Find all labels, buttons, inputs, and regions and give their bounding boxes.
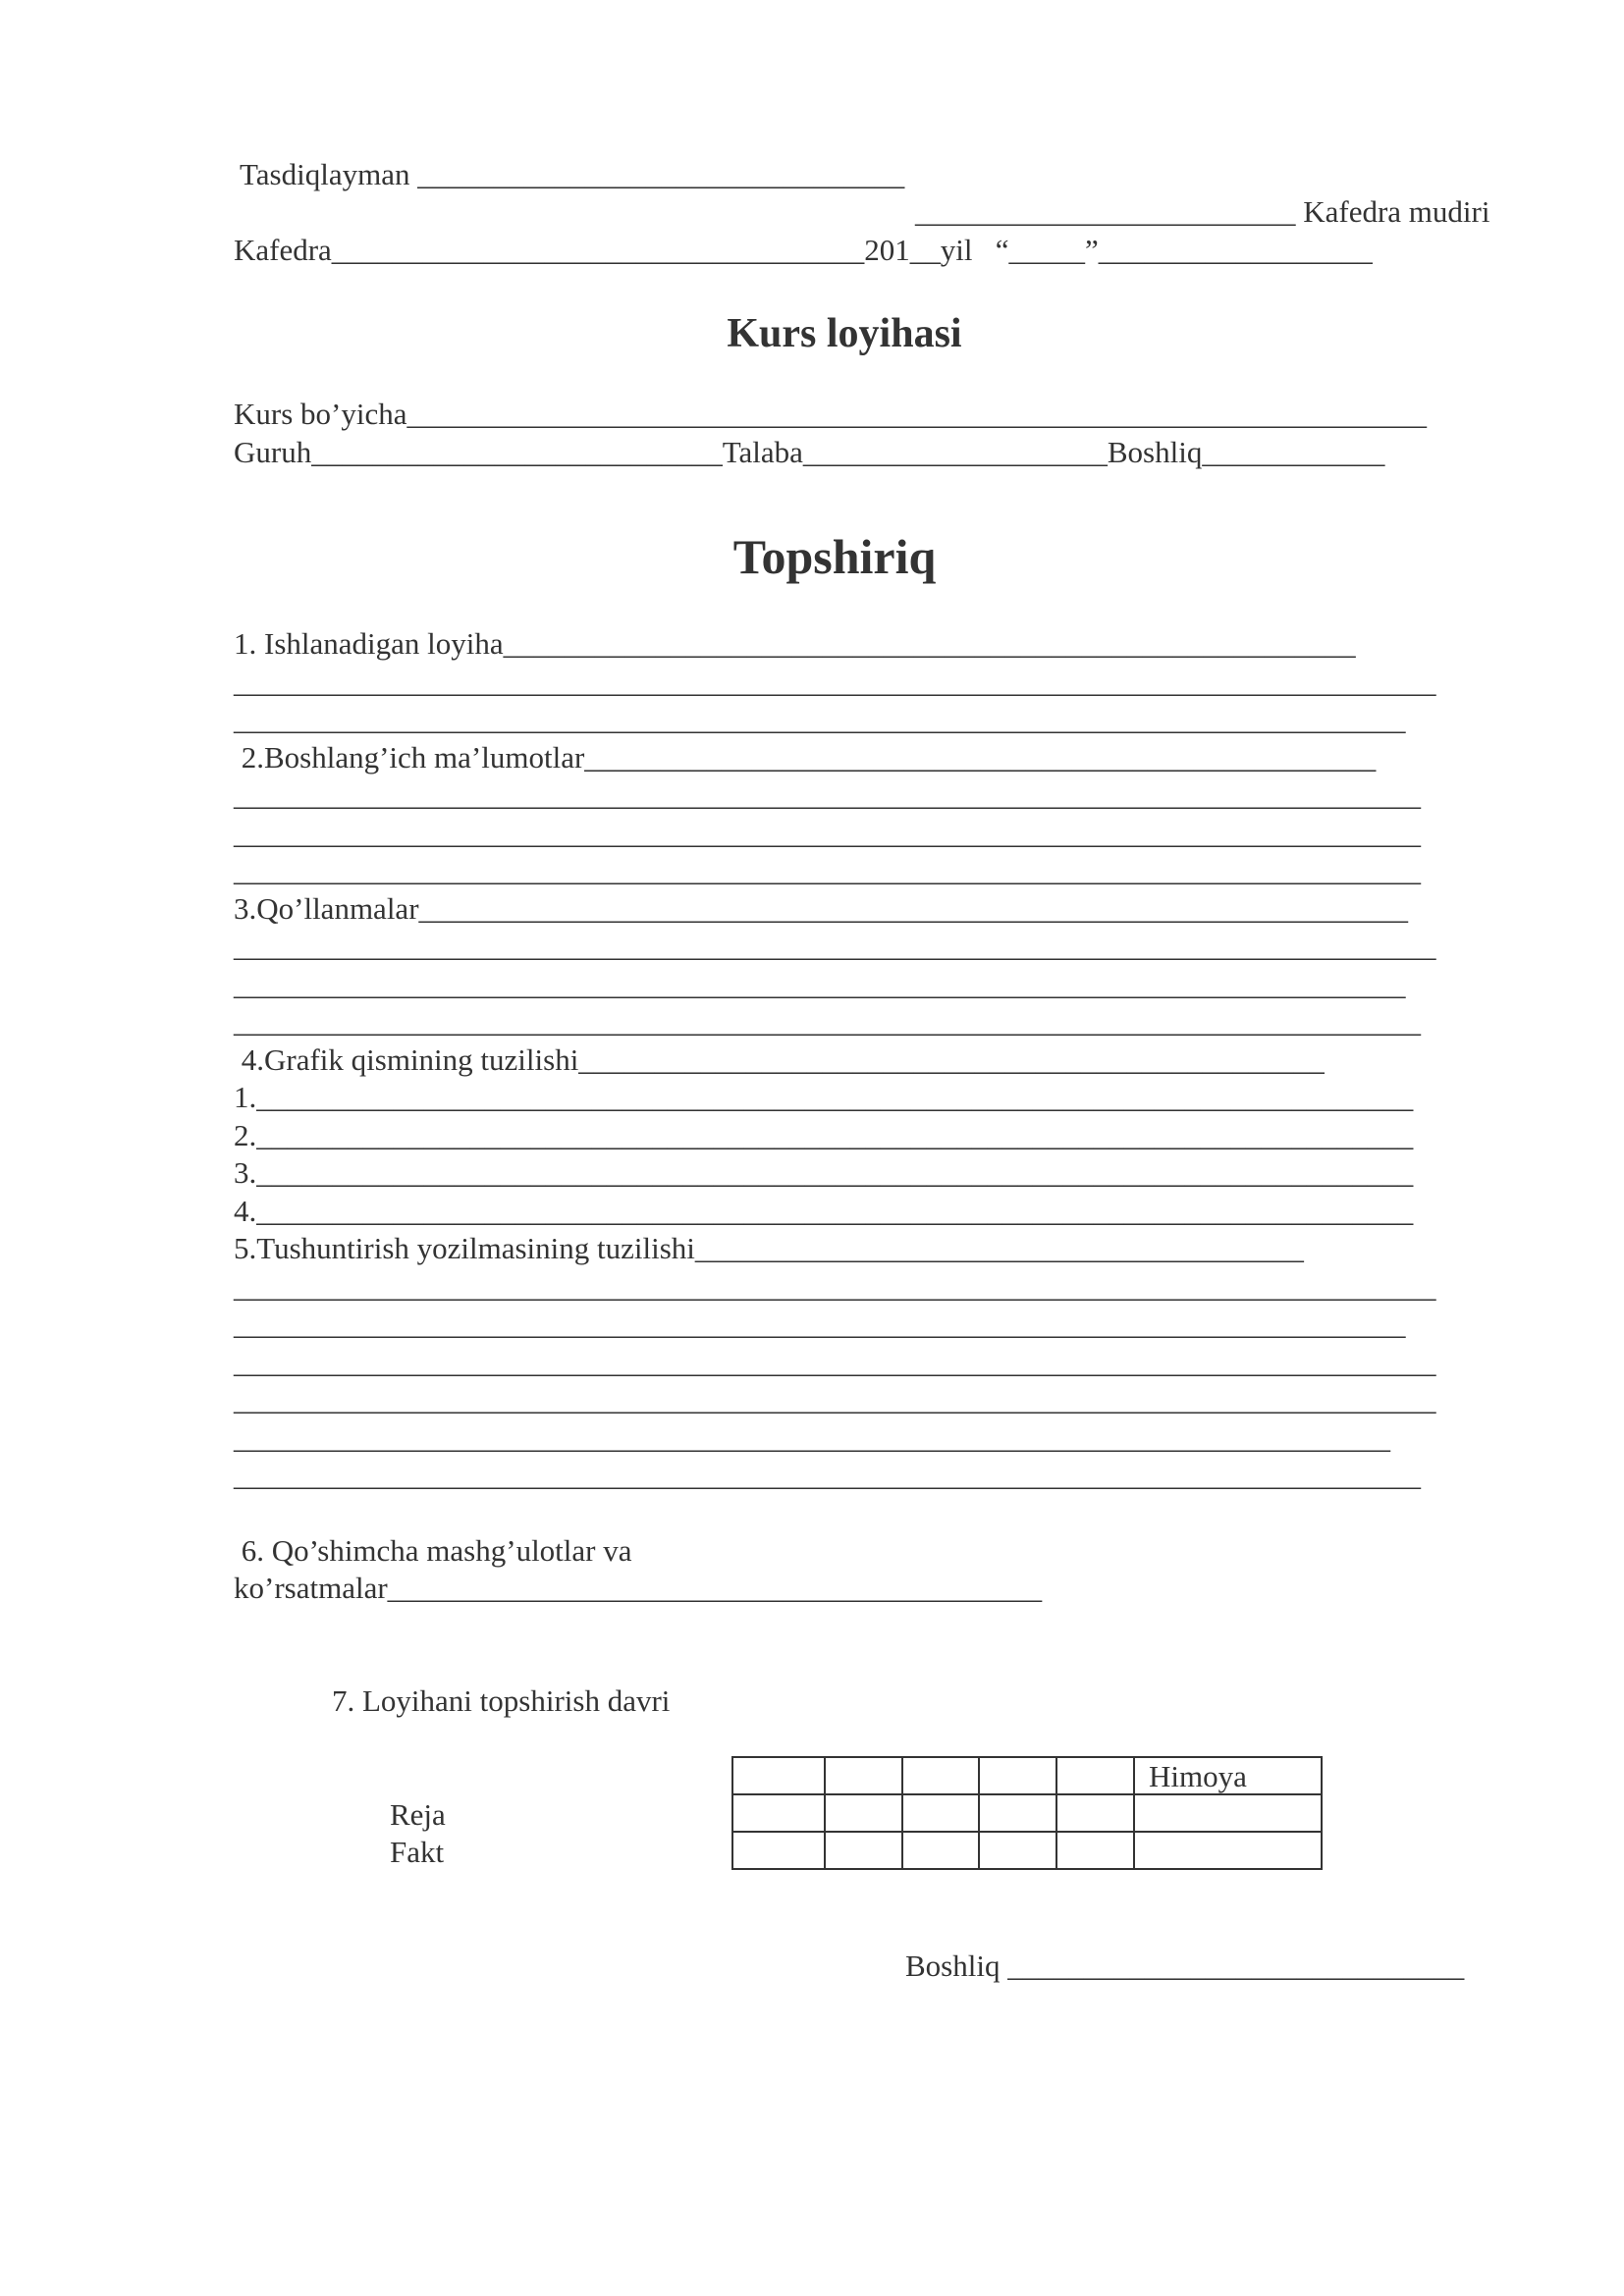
table-cell — [902, 1832, 979, 1869]
table-cell — [979, 1757, 1056, 1794]
table-cell — [732, 1832, 825, 1869]
form-line: 3.____________________________________________________________________________ — [234, 1155, 1414, 1190]
form-line: 1. Ishlanadigan loyiha________________________________________________________ — [234, 626, 1356, 661]
group-student-line: Guruh___________________________Talaba____________________Boshliq____________ — [234, 435, 1385, 469]
form-line: _____________________________________________________________________________ — [234, 702, 1406, 736]
table-cell — [825, 1832, 902, 1869]
page-title: Kurs loyihasi — [727, 311, 962, 356]
table-row — [732, 1757, 1322, 1794]
table-cell — [1134, 1794, 1322, 1832]
table-cell — [1056, 1832, 1134, 1869]
form-line: 2.Boshlang’ich ma’lumotlar____________________________________________________ — [234, 740, 1377, 774]
fact-label: Fakt — [390, 1835, 445, 1869]
form-line: 1.____________________________________________________________________________ — [234, 1080, 1414, 1114]
table-cell — [902, 1794, 979, 1832]
department-date-line: Kafedra___________________________________201__yil “_____”__________________ — [234, 233, 1373, 267]
form-line: ______________________________________________________________________________ — [234, 816, 1421, 850]
form-line: 2.____________________________________________________________________________ — [234, 1118, 1414, 1152]
table-cell — [825, 1757, 902, 1794]
form-line: ______________________________________________________________________________ — [234, 853, 1421, 887]
item7-label: 7. Loyihani topshirish davri — [332, 1683, 671, 1718]
approve-line: Tasdiqlayman ________________________________ — [240, 157, 905, 191]
item6-line2: ko’rsatmalar___________________________________________ — [234, 1571, 1043, 1605]
table-cell — [1134, 1832, 1322, 1869]
table-cell — [1056, 1794, 1134, 1832]
form-line: _______________________________________________________________________________ — [234, 1382, 1436, 1416]
schedule-table — [731, 1756, 1323, 1870]
table-cell — [732, 1757, 825, 1794]
form-line: ______________________________________________________________________________ — [234, 777, 1421, 812]
form-line: _______________________________________________________________________________ — [234, 929, 1436, 963]
plan-label: Reja — [390, 1797, 446, 1832]
task-title: Topshiriq — [732, 529, 937, 584]
form-line: _______________________________________________________________________________ — [234, 665, 1436, 699]
item6-line1: 6. Qo’shimcha mashg’ulotlar va — [234, 1533, 632, 1568]
form-line: 5.Tushuntirish yozilmasining tuzilishi________________________________________ — [234, 1231, 1304, 1265]
form-line: 4.Grafik qismining tuzilishi_________________________________________________ — [234, 1042, 1325, 1077]
form-line: _____________________________________________________________________________ — [234, 967, 1406, 1001]
defense-header: Himoya — [1134, 1757, 1322, 1794]
table-cell — [825, 1794, 902, 1832]
form-line: ______________________________________________________________________________ — [234, 1458, 1421, 1492]
form-line: _______________________________________________________________________________ — [234, 1269, 1436, 1304]
table-cell — [979, 1794, 1056, 1832]
department-head-line: _________________________ Kafedra mudiri — [915, 194, 1490, 229]
form-line: 3.Qo’llanmalar_________________________________________________________________ — [234, 891, 1409, 926]
form-line: 4.____________________________________________________________________________ — [234, 1194, 1414, 1228]
form-line: _____________________________________________________________________________ — [234, 1307, 1406, 1341]
table-cell — [1056, 1757, 1134, 1794]
table-cell — [732, 1794, 825, 1832]
form-line: ______________________________________________________________________________ — [234, 1004, 1421, 1039]
table-row — [732, 1794, 1322, 1832]
course-line: Kurs bo’yicha___________________________________________________________________ — [234, 397, 1427, 431]
table-row — [732, 1832, 1322, 1869]
table-cell — [902, 1757, 979, 1794]
table-cell — [979, 1832, 1056, 1869]
form-line: ____________________________________________________________________________ — [234, 1420, 1390, 1455]
form-line: _______________________________________________________________________________ — [234, 1345, 1436, 1379]
supervisor-signature-line: Boshliq ______________________________ — [905, 1949, 1465, 1983]
